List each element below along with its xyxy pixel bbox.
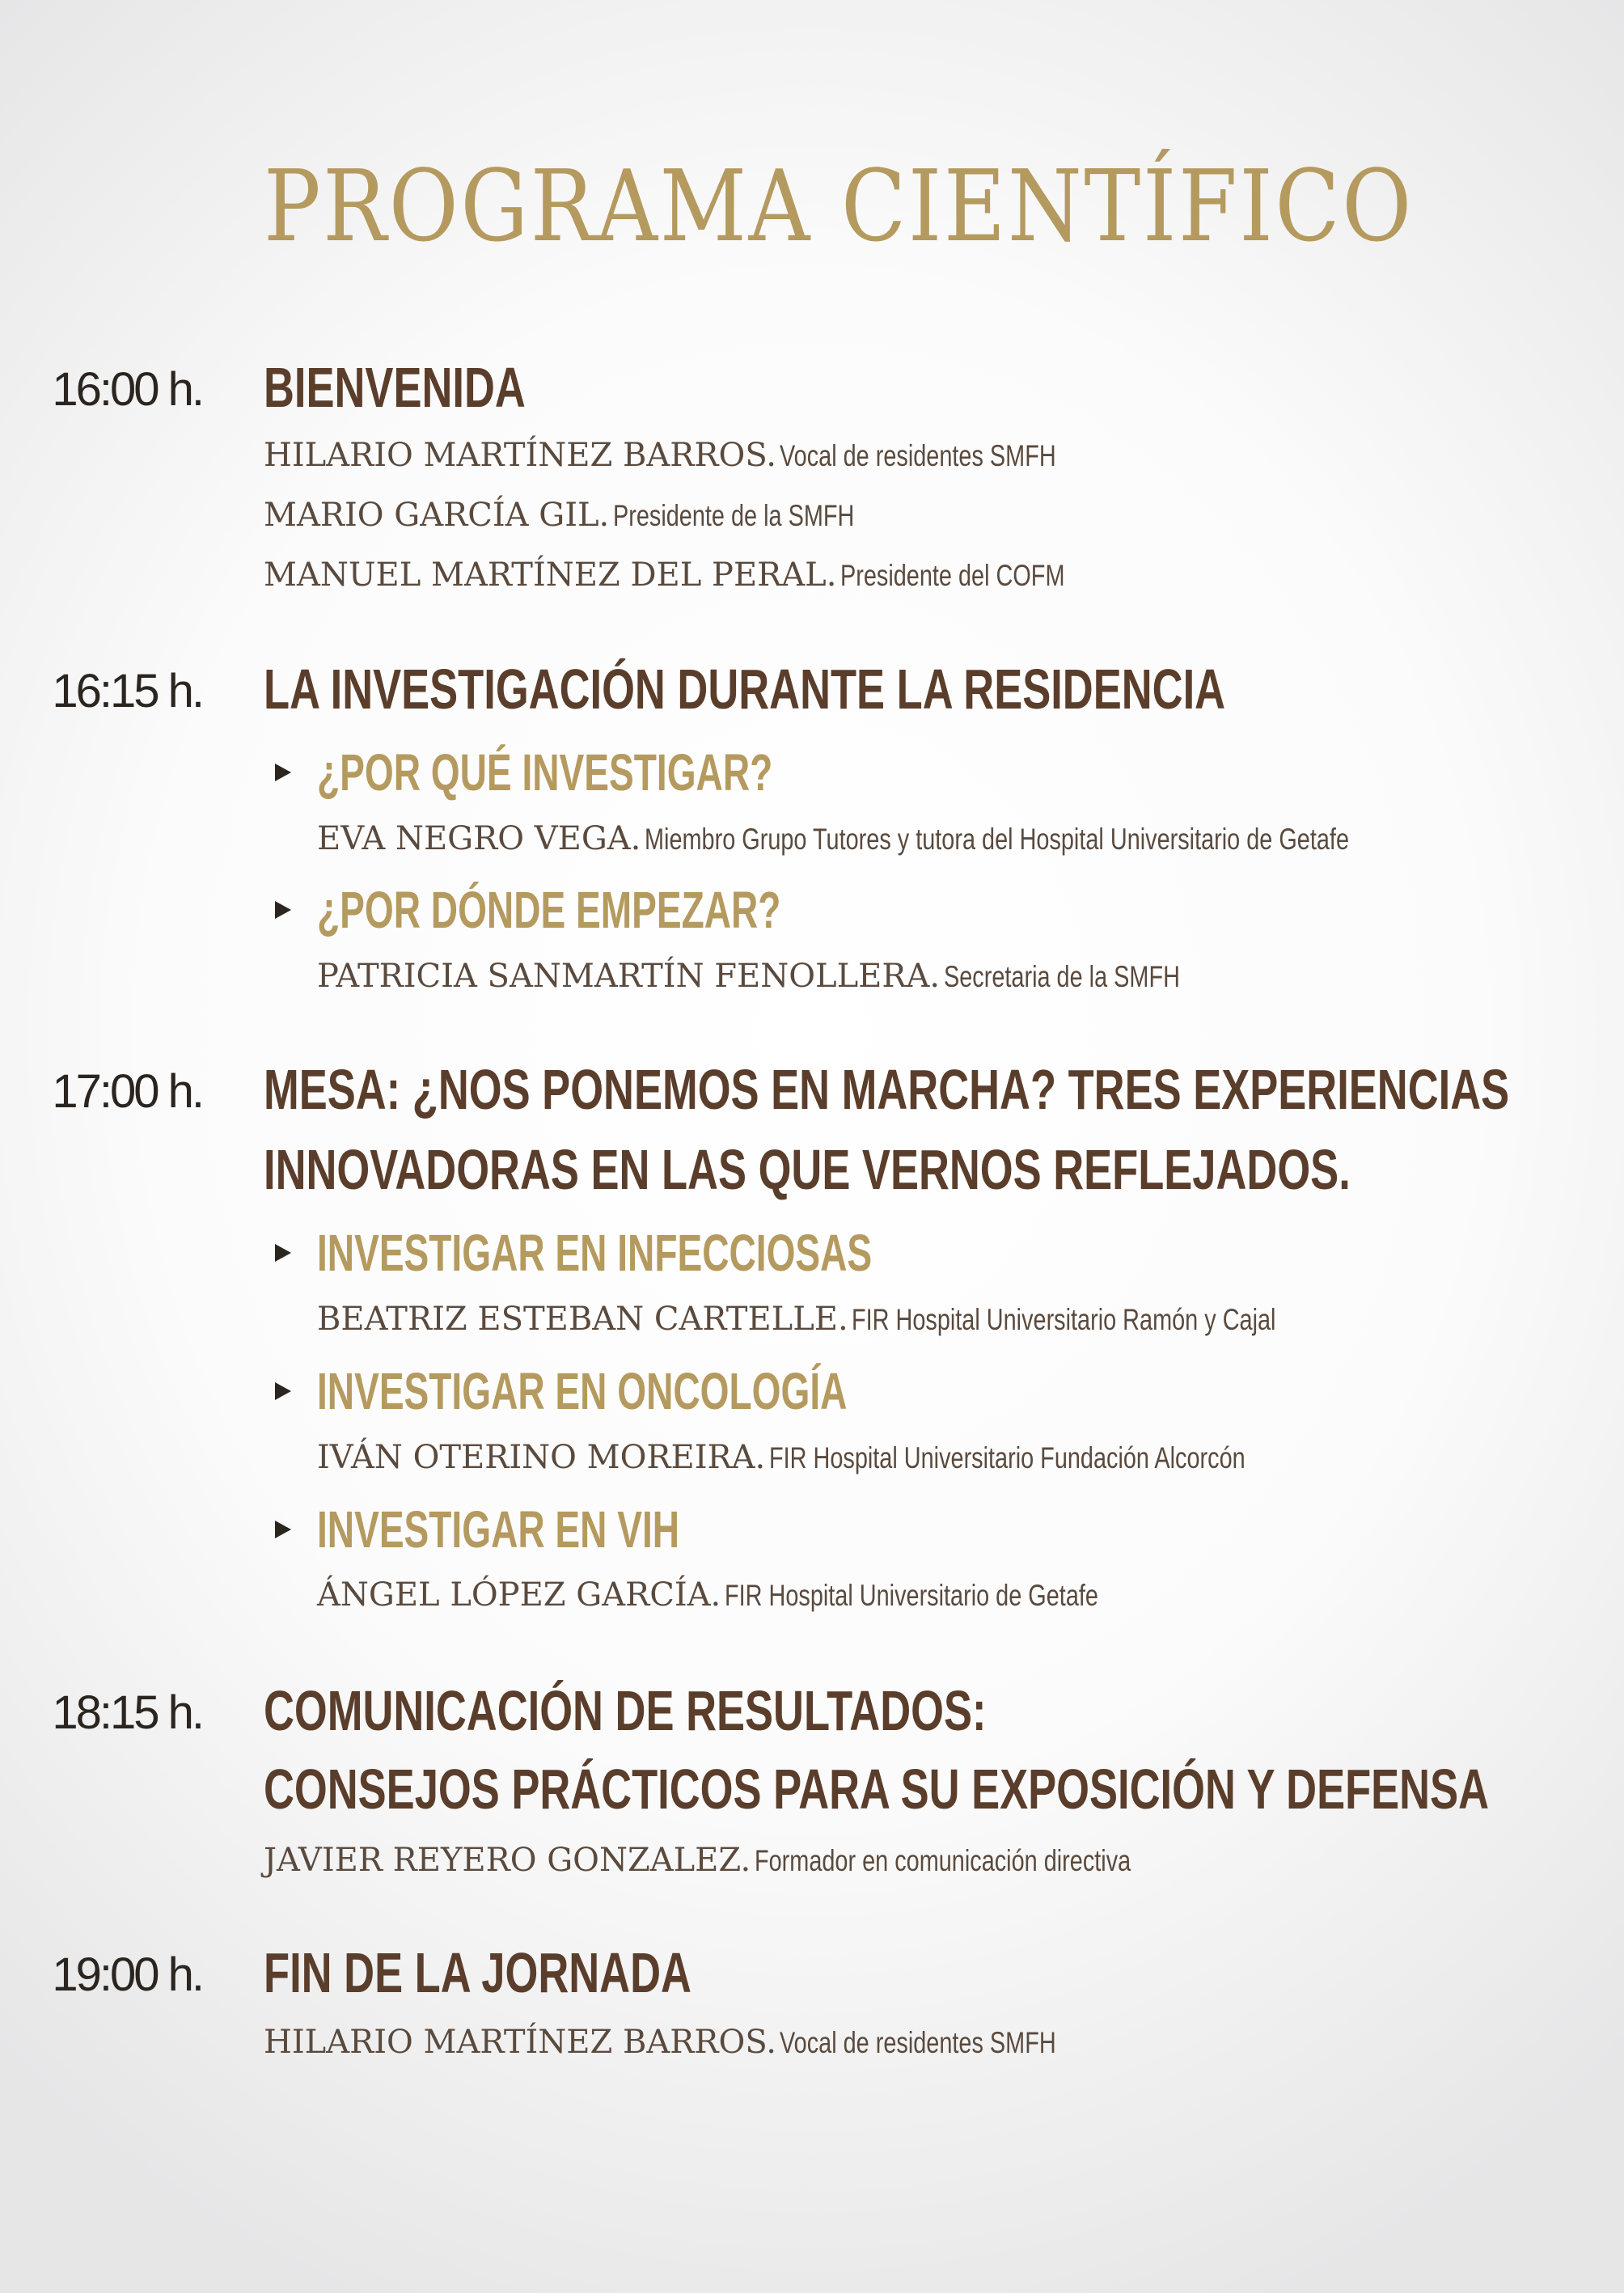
session-title: BIENVENIDA bbox=[264, 356, 526, 419]
bullet-icon bbox=[275, 1521, 291, 1538]
speaker-role: Secretaria de la SMFH bbox=[943, 960, 1180, 993]
bullet-icon bbox=[275, 1244, 291, 1262]
subtopic-title: ¿POR DÓNDE EMPEZAR? bbox=[317, 881, 781, 939]
speaker-name: ÁNGEL LÓPEZ GARCÍA. bbox=[317, 1576, 721, 1614]
speaker bbox=[264, 1836, 1237, 1892]
speaker-name: MANUEL MARTÍNEZ DEL PERAL. bbox=[264, 556, 837, 594]
speaker-name: MARIO GARCÍA GIL. bbox=[264, 497, 610, 534]
speaker bbox=[317, 814, 1548, 870]
speaker-name: BEATRIZ ESTEBAN CARTELLE. bbox=[317, 1301, 848, 1338]
session-title: INNOVADORAS EN LAS QUE VERNOS REFLEJADOS. bbox=[264, 1138, 1351, 1201]
speaker bbox=[264, 2018, 1135, 2074]
bullet-icon bbox=[275, 764, 291, 781]
session-time: 18:15 h. bbox=[52, 1686, 202, 1739]
session-title: FIN DE LA JORNADA bbox=[264, 1941, 691, 2004]
subtopic-title: INVESTIGAR EN VIH bbox=[317, 1500, 680, 1559]
speaker-role: Formador en comunicación directiva bbox=[754, 1844, 1131, 1877]
session-time: 16:15 h. bbox=[52, 665, 202, 717]
session-title: LA INVESTIGACIÓN DURANTE LA RESIDENCIA bbox=[264, 658, 1226, 721]
session-time: 19:00 h. bbox=[52, 1948, 202, 2001]
speaker-name: IVÁN OTERINO MOREIRA. bbox=[317, 1439, 766, 1476]
subtopic-title: INVESTIGAR EN ONCOLOGÍA bbox=[317, 1362, 848, 1420]
session-time: 16:00 h. bbox=[52, 363, 202, 416]
speaker-role: Presidente de la SMFH bbox=[612, 499, 855, 532]
speaker bbox=[264, 431, 1135, 487]
speaker bbox=[317, 952, 1246, 1008]
speaker-name: PATRICIA SANMARTÍN FENOLLERA. bbox=[317, 958, 941, 995]
session-time: 17:00 h. bbox=[52, 1065, 202, 1118]
speaker-role: Miembro Grupo Tutores y tutora del Hospital Universitario de Getafe bbox=[644, 823, 1349, 856]
speaker-name: HILARIO MARTÍNEZ BARROS. bbox=[264, 2024, 777, 2061]
bullet-icon bbox=[275, 1382, 291, 1400]
speaker-role: FIR Hospital Universitario Fundación Alcorcón bbox=[768, 1441, 1245, 1474]
speaker bbox=[264, 491, 922, 547]
speaker-name: JAVIER REYERO GONZALEZ. bbox=[264, 1842, 751, 1879]
subtopic-title: ¿POR QUÉ INVESTIGAR? bbox=[317, 743, 773, 802]
speaker-role: Presidente del COFM bbox=[839, 559, 1065, 592]
subtopic-title: INVESTIGAR EN INFECCIOSAS bbox=[317, 1224, 873, 1282]
speaker-name: EVA NEGRO VEGA. bbox=[317, 820, 641, 857]
speaker bbox=[317, 1295, 1396, 1351]
bullet-icon bbox=[275, 901, 291, 919]
speaker bbox=[317, 1433, 1379, 1489]
speaker bbox=[317, 1571, 1203, 1627]
session-title: COMUNICACIÓN DE RESULTADOS: bbox=[264, 1679, 987, 1742]
session-title: CONSEJOS PRÁCTICOS PARA SU EXPOSICIÓN Y DEFENSA bbox=[264, 1758, 1490, 1821]
speaker-role: Vocal de residentes SMFH bbox=[780, 439, 1057, 472]
speaker-name: HILARIO MARTÍNEZ BARROS. bbox=[264, 437, 777, 474]
speaker-role: FIR Hospital Universitario Ramón y Cajal bbox=[852, 1303, 1276, 1336]
speaker bbox=[264, 551, 1128, 607]
speaker-role: FIR Hospital Universitario de Getafe bbox=[724, 1579, 1098, 1612]
speaker-role: Vocal de residentes SMFH bbox=[780, 2026, 1057, 2059]
page-title: PROGRAMA CIENTÍFICO bbox=[264, 149, 1414, 264]
session-title: MESA: ¿NOS PONEMOS EN MARCHA? TRES EXPERIENCIAS bbox=[264, 1058, 1510, 1121]
